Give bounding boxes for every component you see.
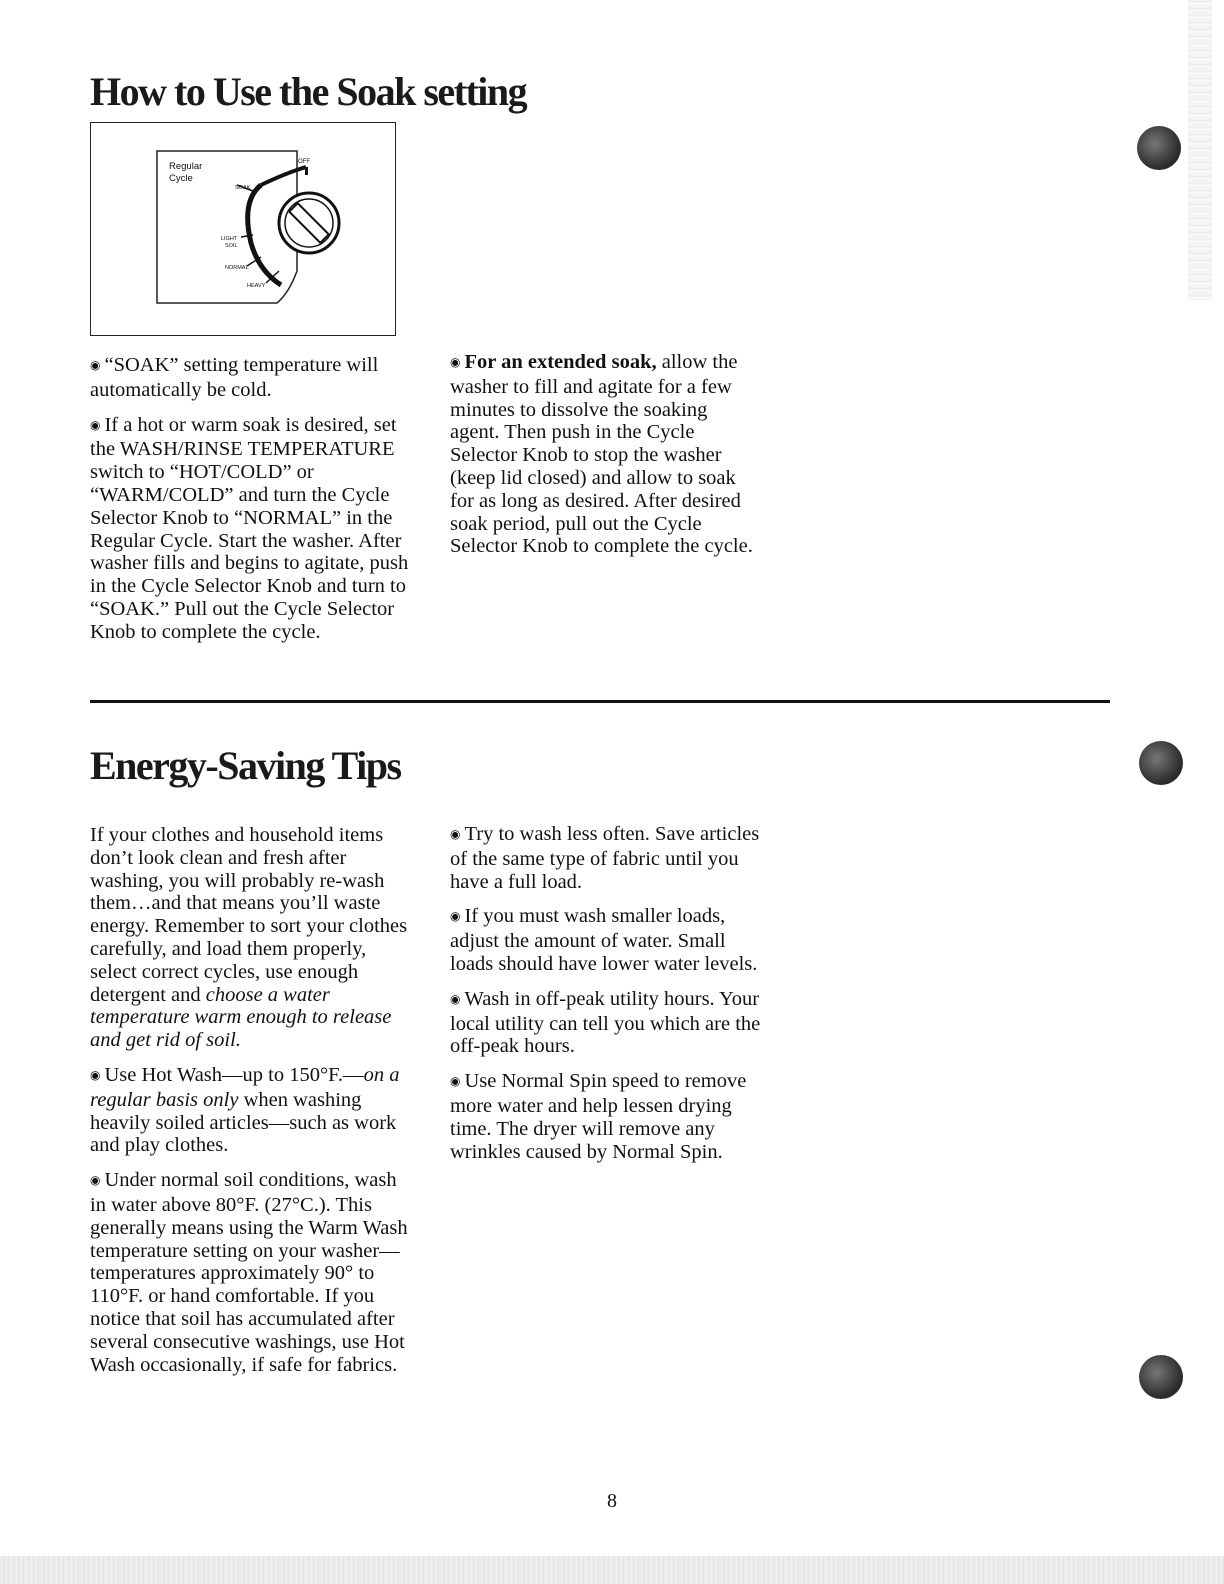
page-number: 8 [607,1490,617,1512]
bullet-icon: ◉ [450,355,461,369]
label-off: OFF [298,159,310,165]
binder-hole-top [1137,126,1181,170]
label-light: LIGHT [221,236,238,242]
energy-left-column [90,824,410,1388]
energy-tip-off-peak: ◉ Wash in off-peak utility hours. Your local utility can tell you which are the off-peak hours. [450,987,761,1058]
bullet-icon: ◉ [450,1074,461,1089]
bullet-icon: ◉ [90,1173,101,1188]
cycle-dial-illustration [91,123,397,337]
bullet-icon: ◉ [450,909,461,924]
label-heavy: HEAVY [247,283,266,289]
label-regular: Regular [169,161,203,172]
label-soil: SOIL [225,243,238,249]
energy-tip-normal-spin: ◉ Use Normal Spin speed to remove more water and help lessen drying time. The dryer will remove any wrinkles caused by Normal Spin. [450,1070,747,1163]
bullet-icon: ◉ [90,1067,101,1082]
energy-intro: If your clothes and household items don’t look clean and fresh after washing, you will probably re-wash them…and that means you’ll waste energy. Remember to sort your clothes carefully, and load them properly, select correct cycles, use enough detergent and choose a water temperature warm enough to release and get rid of soil. [90,824,408,1052]
section-divider [90,700,1110,703]
binder-hole-middle [1139,741,1183,785]
label-normal: NORMAL [225,265,249,271]
energy-section-title: Energy-Saving Tips [90,743,401,788]
scan-edge-right [1188,0,1212,300]
energy-right-column [450,823,770,1175]
energy-normal-soil: ◉ Under normal soil conditions, wash in water above 80°F. (27°C.). This generally means using the Warm Wash temperature setting on your washer—temperatures approximately 90° to 110°F. or hand comfortable. If you notice that soil has accumulated after several consecutive washings, use Hot Wash occasionally, if safe for fabrics. [90,1169,408,1376]
soak-paragraph-hot-warm: ◉ If a hot or warm soak is desired, set the WASH/RINSE TEMPERATURE switch to “HOT/COLD” or “WARM/COLD” and turn the Cycle Selector Knob to “NORMAL” in the Regular Cycle. Start the washer. After washer fills and begins to agitate, push in the Cycle Selector Knob and turn to “SOAK.” Pull out the Cycle Selector Knob to complete the cycle. [90,413,409,643]
cycle-selector-diagram [90,122,396,336]
label-soak: SOAK [235,185,251,191]
soak-left-column [90,354,410,656]
soak-section-title: How to Use the Soak setting [90,69,527,114]
bullet-icon: ◉ [450,991,461,1006]
label-cycle: Cycle [169,173,193,184]
soak-paragraph-cold: ◉ “SOAK” setting temperature will automatically be cold. [90,354,379,401]
soak-right-column [450,351,755,570]
bullet-icon: ◉ [90,358,101,372]
energy-hot-wash: ◉ Use Hot Wash—up to 150°F.—on a regular basis only when washing heavily soiled articles—such as work and play clothes. [90,1063,400,1157]
bullet-icon: ◉ [450,827,461,841]
energy-tip-small-loads: ◉ If you must wash smaller loads, adjust the amount of water. Small loads should have lower water levels. [450,905,758,975]
binder-hole-bottom [1139,1355,1183,1399]
soak-paragraph-extended: ◉ For an extended soak, allow the washer to fill and agitate for a few minutes to dissolve the soaking agent. Then push in the Cycle Selector Knob to stop the washer (keep lid closed) and allow to soak for as long as desired. After desired soak period, pull out the Cycle Selector Knob to complete the cycle. [450,351,753,558]
scan-edge-bottom [0,1556,1224,1584]
energy-tip-wash-less: ◉ Try to wash less often. Save articles of the same type of fabric until you have a full load. [450,823,760,893]
bullet-icon: ◉ [90,417,101,432]
